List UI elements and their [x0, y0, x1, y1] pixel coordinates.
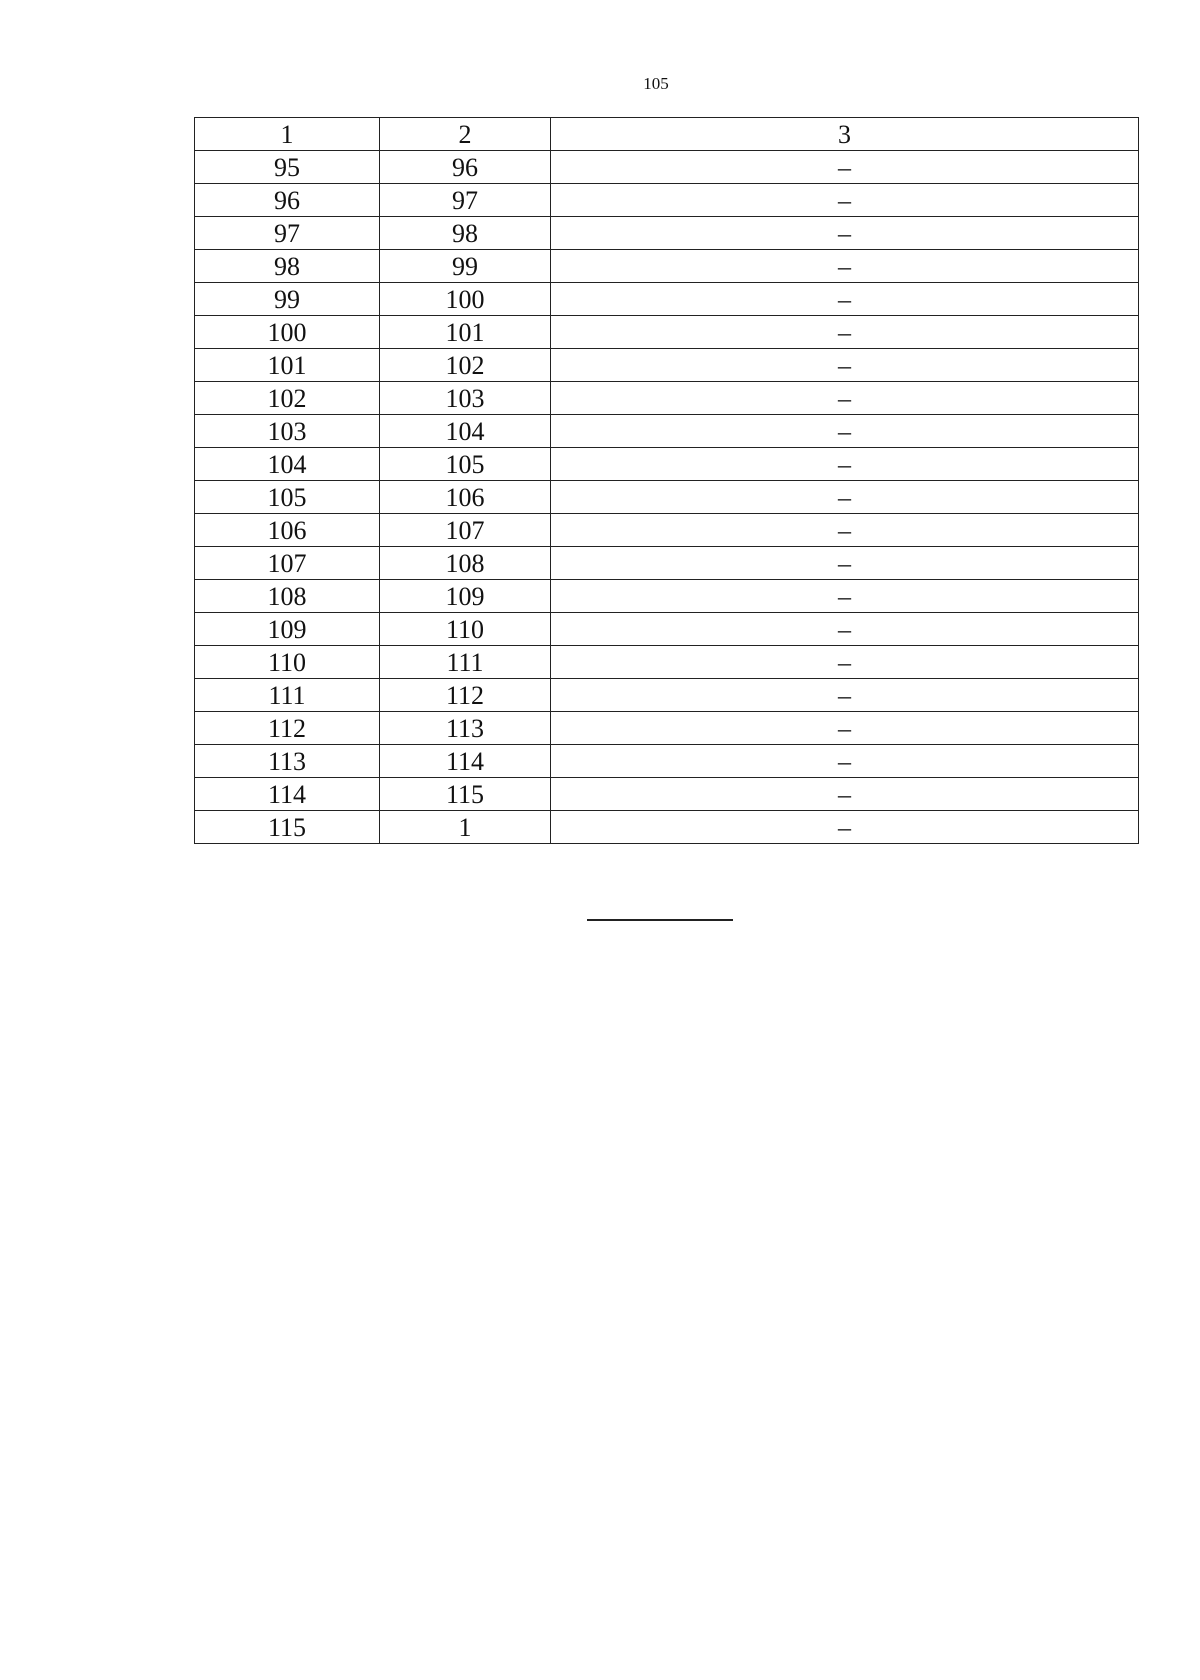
table-cell: 99 [380, 250, 551, 283]
table-cell: 111 [195, 679, 380, 712]
table-row [195, 745, 1139, 778]
table-cell: 101 [195, 349, 380, 382]
table-cell: 99 [195, 283, 380, 316]
table-cell: 103 [380, 382, 551, 415]
table-cell: 1 [380, 811, 551, 844]
table-row [195, 217, 1139, 250]
data-table [194, 117, 1139, 844]
table-row [195, 316, 1139, 349]
table-cell: 104 [195, 448, 380, 481]
table-header [195, 118, 1139, 151]
table-row [195, 481, 1139, 514]
table-row [195, 514, 1139, 547]
table-cell: 96 [195, 184, 380, 217]
table-row [195, 448, 1139, 481]
table-cell: – [551, 646, 1139, 679]
table-cell: 97 [380, 184, 551, 217]
table-cell: 115 [195, 811, 380, 844]
table-cell: – [551, 580, 1139, 613]
table-cell: – [551, 283, 1139, 316]
table-cell: – [551, 415, 1139, 448]
table-cell: 101 [380, 316, 551, 349]
table-row [195, 283, 1139, 316]
table-row [195, 613, 1139, 646]
column-header: 1 [195, 118, 380, 151]
table-cell: 109 [195, 613, 380, 646]
table-row [195, 679, 1139, 712]
table-cell: 108 [380, 547, 551, 580]
table-cell: 100 [380, 283, 551, 316]
table-row [195, 646, 1139, 679]
table-row [195, 712, 1139, 745]
table-cell: – [551, 745, 1139, 778]
table-cell: – [551, 316, 1139, 349]
table-cell: 98 [380, 217, 551, 250]
table-cell: – [551, 712, 1139, 745]
table-header-row [195, 118, 1139, 151]
table-cell: 106 [380, 481, 551, 514]
table-cell: 107 [195, 547, 380, 580]
table-cell: – [551, 250, 1139, 283]
table-cell: – [551, 613, 1139, 646]
table-cell: 95 [195, 151, 380, 184]
table-cell: – [551, 679, 1139, 712]
table-cell: 114 [195, 778, 380, 811]
column-header: 2 [380, 118, 551, 151]
table-cell: 113 [195, 745, 380, 778]
table-cell: – [551, 184, 1139, 217]
table-cell: 103 [195, 415, 380, 448]
table-cell: 96 [380, 151, 551, 184]
table-cell: 114 [380, 745, 551, 778]
table-row [195, 415, 1139, 448]
table-cell: – [551, 547, 1139, 580]
table-row [195, 382, 1139, 415]
table-row [195, 547, 1139, 580]
table-row [195, 184, 1139, 217]
table-cell: 97 [195, 217, 380, 250]
table-cell: 102 [380, 349, 551, 382]
table-cell: 106 [195, 514, 380, 547]
column-header: 3 [551, 118, 1139, 151]
table-row [195, 151, 1139, 184]
table-cell: 100 [195, 316, 380, 349]
table-cell: 113 [380, 712, 551, 745]
table-cell: 109 [380, 580, 551, 613]
table-cell: 107 [380, 514, 551, 547]
table-cell: – [551, 514, 1139, 547]
table-cell: 102 [195, 382, 380, 415]
table-cell: 104 [380, 415, 551, 448]
table-cell: 111 [380, 646, 551, 679]
table-cell: 98 [195, 250, 380, 283]
table-cell: – [551, 811, 1139, 844]
table-row [195, 811, 1139, 844]
table-cell: – [551, 217, 1139, 250]
table-body [195, 151, 1139, 844]
table-cell: 105 [380, 448, 551, 481]
table-cell: – [551, 382, 1139, 415]
table-cell: 105 [195, 481, 380, 514]
table-cell: – [551, 151, 1139, 184]
footer-rule [587, 919, 733, 921]
table-cell: 108 [195, 580, 380, 613]
page-number: 105 [643, 74, 669, 93]
table-cell: 110 [380, 613, 551, 646]
table-cell: – [551, 448, 1139, 481]
table-cell: 110 [195, 646, 380, 679]
table-row [195, 580, 1139, 613]
table-cell: – [551, 778, 1139, 811]
table-row [195, 349, 1139, 382]
table-cell: – [551, 349, 1139, 382]
table-cell: – [551, 481, 1139, 514]
table-cell: 112 [195, 712, 380, 745]
table-cell: 115 [380, 778, 551, 811]
table-row [195, 778, 1139, 811]
table-row [195, 250, 1139, 283]
table-cell: 112 [380, 679, 551, 712]
